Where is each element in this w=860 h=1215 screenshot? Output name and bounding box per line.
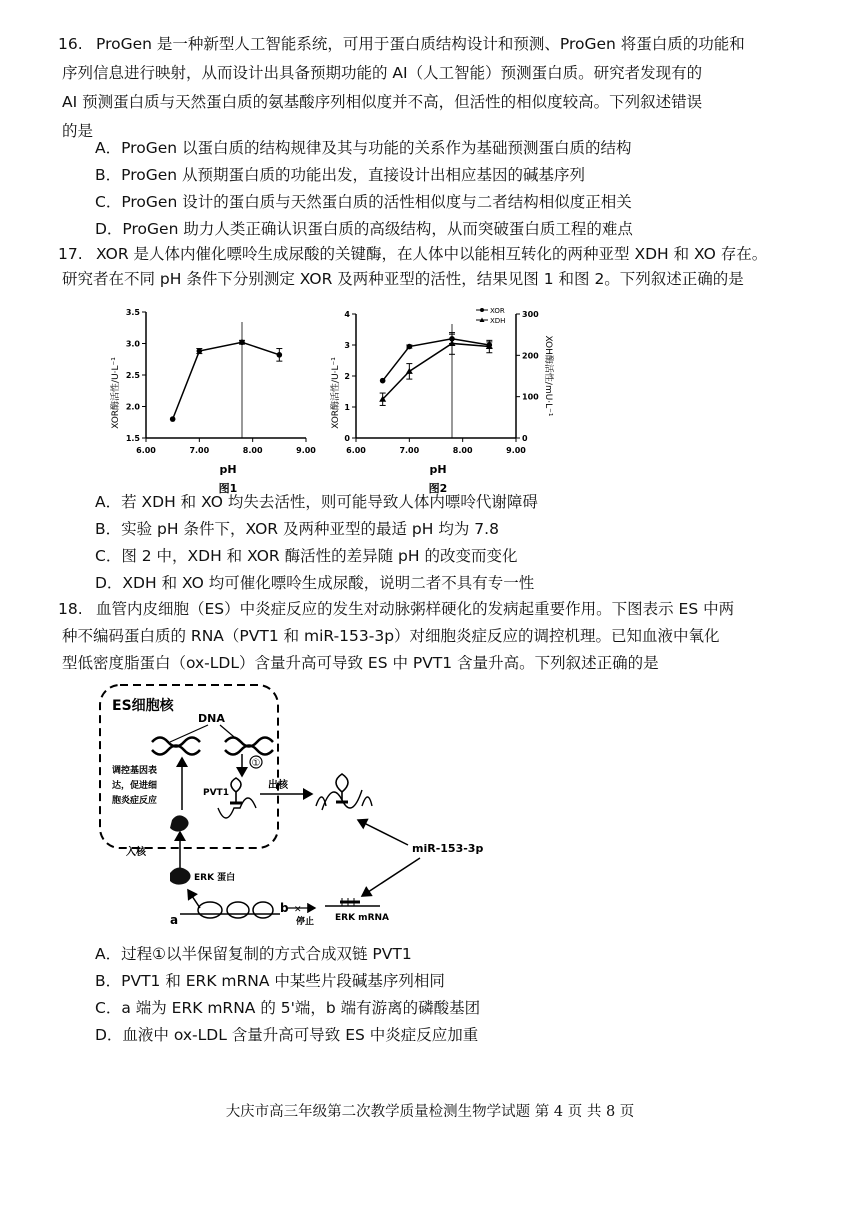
y2-tick-label: 200 bbox=[522, 351, 539, 361]
data-point bbox=[277, 352, 283, 358]
y-tick-label: 0 bbox=[344, 434, 350, 443]
q16-stem-line: AI 预测蛋白质与天然蛋白质的氨基酸序列相似度并不高，但活性的相似度较高。下列叙述错误 bbox=[62, 93, 703, 111]
chart2-legend-xdh: XDH bbox=[490, 317, 506, 325]
q16-stem-line: ProGen 是一种新型人工智能系统，可用于蛋白质结构设计和预测、ProGen 将蛋白质的功能和 bbox=[96, 35, 745, 53]
erk-protein-icon bbox=[170, 867, 191, 884]
y-tick-label: 4 bbox=[344, 310, 350, 319]
y-tick-label: 2.5 bbox=[125, 371, 140, 380]
y2-tick-label: 0 bbox=[522, 434, 528, 443]
chart2-legend bbox=[476, 307, 505, 325]
q16-option-c: C．ProGen 设计的蛋白质与天然蛋白质的活性相似度与二者结构相似度正相关 bbox=[95, 193, 632, 211]
mrna-end-a: a bbox=[170, 913, 179, 927]
q16-option-a: A．ProGen 以蛋白质的结构规律及其与功能的关系作为基础预测蛋白质的结构 bbox=[95, 139, 632, 157]
mir-label: miR-153-3p bbox=[412, 842, 484, 855]
erk-mrna-label: ERK mRNA bbox=[335, 913, 389, 923]
pvt1-cytoplasm-icon bbox=[316, 774, 372, 810]
q17-stem-line: XOR 是人体内催化嘌呤生成尿酸的关键酶，在人体中以能相互转化的两种亚型 XDH 和 XO 存在。 bbox=[96, 245, 768, 263]
data-point bbox=[239, 339, 245, 345]
series-line bbox=[383, 343, 490, 399]
q16-stem-line: 序列信息进行映射，从而设计出具备预期功能的 AI（人工智能）预测蛋白质。研究者发现有的 bbox=[62, 64, 703, 82]
x-tick-label: 7.00 bbox=[399, 446, 420, 455]
y-tick-label: 1 bbox=[344, 403, 350, 412]
q16-option-d: D．ProGen 助力人类正确认识蛋白质的高级结构，从而突破蛋白质工程的难点 bbox=[95, 220, 633, 238]
data-point bbox=[406, 368, 413, 374]
x-tick-label: 8.00 bbox=[452, 446, 473, 455]
q17-option-b: B．实验 pH 条件下，XOR 及两种亚型的最适 pH 均为 7.8 bbox=[95, 520, 499, 538]
mir-binding-icon bbox=[340, 898, 360, 906]
regulate-label: 胞炎症反应 bbox=[112, 796, 158, 806]
q18-stem-line: 型低密度脂蛋白（ox-LDL）含量升高可导致 ES 中 PVT1 含量升高。下列叙述正确的是 bbox=[62, 654, 659, 672]
ribosome-icon bbox=[198, 902, 273, 918]
chart1-caption: 图1 bbox=[218, 482, 238, 495]
y-tick-label: 3 bbox=[344, 341, 350, 350]
regulate-label: 达，促进细 bbox=[112, 781, 158, 791]
q18-stem-line: 种不编码蛋白质的 RNA（PVT1 和 miR-153-3p）对细胞炎症反应的调控机理。已知血液中氧化 bbox=[62, 627, 720, 645]
nucleus-label: ES细胞核 bbox=[112, 698, 174, 714]
mrna-end-b: b bbox=[280, 901, 289, 915]
series-line bbox=[173, 342, 280, 419]
import-label: 入核 bbox=[126, 847, 146, 858]
y-tick-label: 3.0 bbox=[125, 339, 140, 349]
x-tick-label: 6.00 bbox=[136, 446, 156, 455]
q18-stem-line: 血管内皮细胞（ES）中炎症反应的发生对动脉粥样硬化的发病起重要作用。下图表示 ES 中两 bbox=[96, 600, 735, 618]
data-point bbox=[170, 416, 176, 422]
x-tick-label: 9.00 bbox=[296, 446, 316, 455]
y-tick-label: 1.5 bbox=[125, 434, 140, 443]
pvt1-rna-icon bbox=[218, 778, 256, 818]
q18-option-b: B．PVT1 和 ERK mRNA 中某些片段碱基序列相同 bbox=[95, 972, 445, 990]
erk-protein-label: ERK 蛋白 bbox=[194, 873, 236, 883]
q17-option-a: A．若 XDH 和 XO 均失去活性，则可能导致人体内嘌呤代谢障碍 bbox=[95, 493, 538, 511]
q17-stem-line: 研究者在不同 pH 条件下分别测定 XOR 及两种亚型的活性，结果见图 1 和图 2。下列叙述正确的是 bbox=[62, 270, 744, 288]
data-point bbox=[407, 344, 413, 350]
x-tick-label: 9.00 bbox=[506, 446, 526, 455]
chart2-xlabel: pH bbox=[429, 463, 447, 476]
y-tick-label: 3.5 bbox=[125, 308, 140, 317]
erk-protein-icon bbox=[170, 815, 189, 831]
q16-stem-line: 的是 bbox=[62, 122, 94, 140]
stop-mark: ✕ bbox=[294, 905, 302, 915]
y-tick-label: 2 bbox=[344, 372, 350, 381]
figure-1-chart bbox=[100, 298, 340, 500]
chart1-ylabel: XOR酶活性/U·L⁻¹ bbox=[111, 357, 121, 429]
chart2-caption: 图2 bbox=[428, 482, 448, 495]
stop-label: 停止 bbox=[296, 917, 315, 927]
q18-option-a: A．过程①以半保留复制的方式合成双链 PVT1 bbox=[95, 945, 412, 963]
x-tick-label: 8.00 bbox=[242, 446, 263, 455]
process-1-label: ① bbox=[251, 758, 261, 769]
q18-option-c: C．a 端为 ERK mRNA 的 5'端，b 端有游离的磷酸基团 bbox=[95, 999, 481, 1017]
chart2-y2label: XOH酶活性/mU·L⁻¹ bbox=[543, 335, 553, 417]
q18-number: 18. bbox=[58, 600, 83, 618]
q16-option-b: B．ProGen 从预期蛋白质的功能出发，直接设计出相应基因的碱基序列 bbox=[95, 166, 586, 184]
dna-helix-icon bbox=[225, 738, 273, 755]
page-footer: 大庆市高三年级第二次教学质量检测生物学试题 第 4 页 共 8 页 bbox=[225, 1104, 635, 1120]
q17-number: 17. bbox=[58, 245, 83, 263]
y2-tick-label: 100 bbox=[522, 392, 539, 402]
chart2-ylabel: XOR酶活性/U·L⁻¹ bbox=[331, 357, 341, 429]
export-label: 出核 bbox=[268, 780, 288, 791]
q17-option-d: D．XDH 和 XO 均可催化嘌呤生成尿酸，说明二者不具有专一性 bbox=[95, 574, 535, 592]
q18-option-d: D．血液中 ox-LDL 含量升高可导致 ES 中炎症反应加重 bbox=[95, 1026, 479, 1044]
chart1-xlabel: pH bbox=[219, 463, 237, 476]
figure-2-chart bbox=[320, 298, 553, 500]
q17-option-c: C．图 2 中，XDH 和 XOR 酶活性的差异随 pH 的改变而变化 bbox=[95, 547, 518, 565]
ps-regulation-diagram bbox=[90, 680, 540, 935]
data-point bbox=[197, 348, 203, 354]
q16-number: 16. bbox=[58, 35, 83, 53]
pvt1-label: PVT1 bbox=[203, 788, 229, 798]
dna-helix-icon bbox=[152, 738, 200, 755]
x-tick-label: 6.00 bbox=[346, 446, 366, 455]
x-tick-label: 7.00 bbox=[189, 446, 210, 455]
y-tick-label: 2.0 bbox=[125, 402, 140, 412]
chart2-legend-xor: XOR bbox=[490, 307, 505, 315]
dna-label: DNA bbox=[198, 712, 225, 725]
y2-tick-label: 300 bbox=[522, 310, 539, 319]
regulate-label: 调控基因表 bbox=[112, 766, 158, 776]
data-point bbox=[380, 378, 386, 384]
